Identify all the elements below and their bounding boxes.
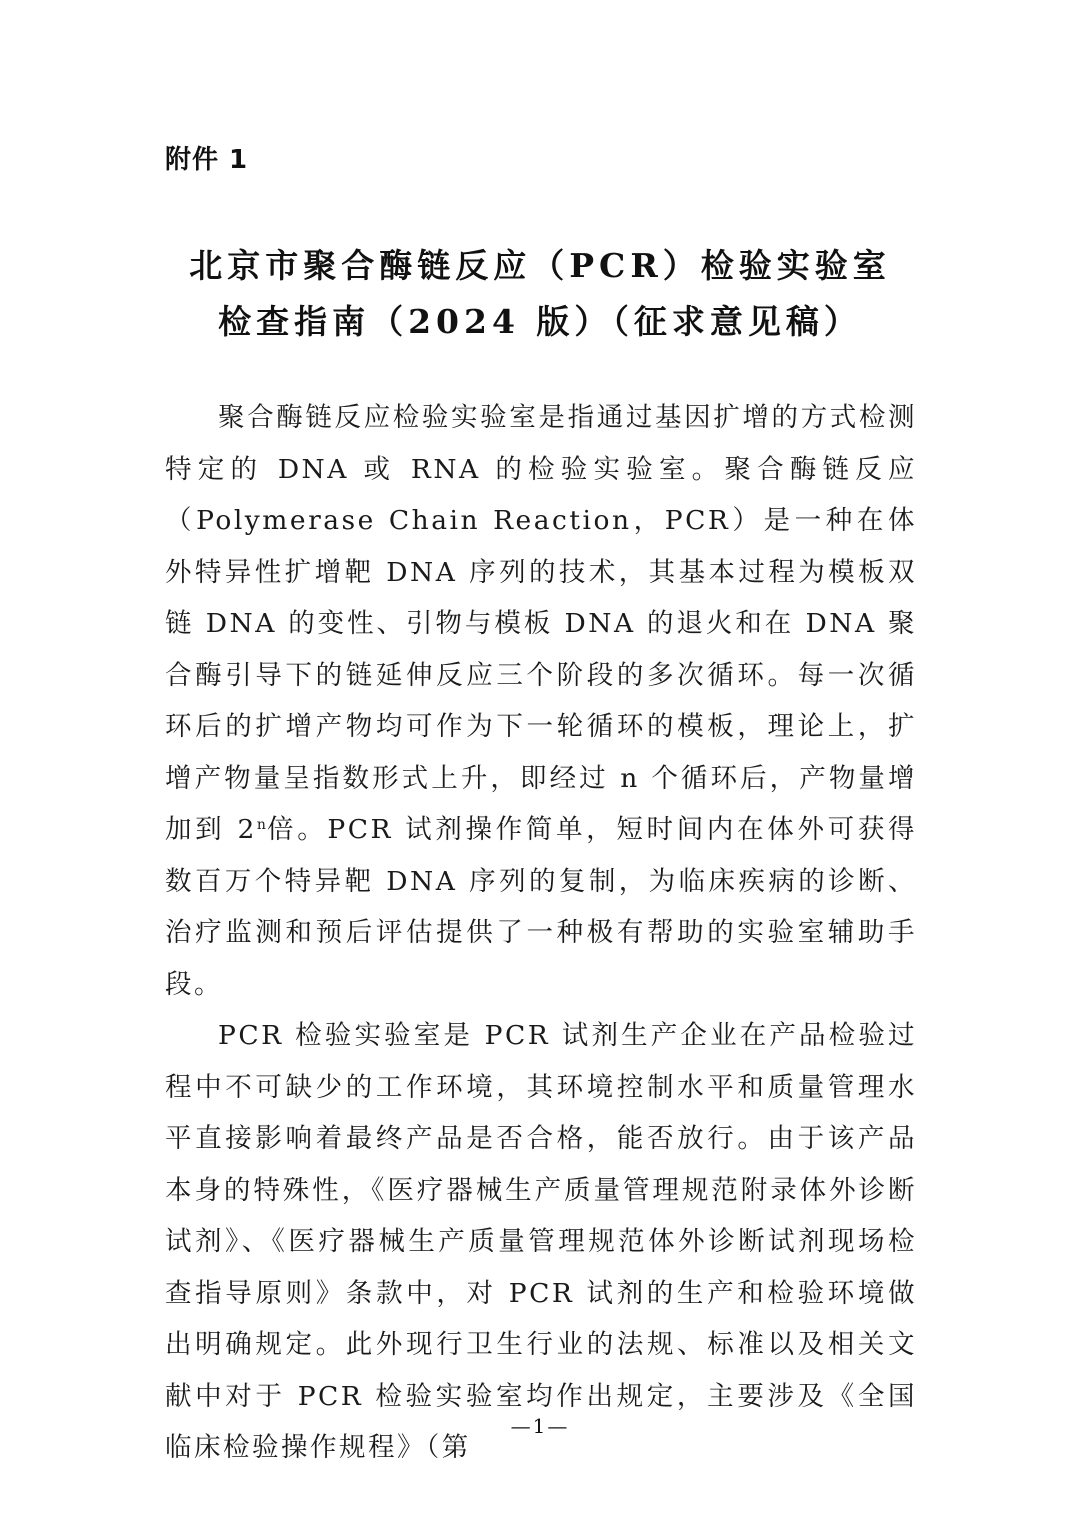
document-title — [150, 238, 930, 350]
title-line-1: 北京市聚合酶链反应（PCR）检验实验室 — [189, 246, 891, 285]
paragraph-1 — [165, 392, 917, 1010]
document-body — [165, 392, 917, 1474]
title-line-2: 检查指南（2024 版）（征求意见稿） — [218, 302, 862, 341]
exponent-n: n — [256, 817, 266, 833]
paragraph-1-text: 聚合酶链反应检验实验室是指通过基因扩增的方式检测特定的 DNA 或 RNA 的检验实验室。聚合酶链反应（Polymerase Chain Reaction，PCR）是一种在体外特异性扩增靶 DNA 序列的技术，其基本过程为模板双链 DNA 的变性、引物与模板 DNA 的退火和在 DNA 聚合酶引导下的链延伸反应三个阶段的多次循环。每一次循环后的扩增产物均可作为下一轮循环的模板，理论上，扩增产物量呈指数形式上升，即经过 n 个循环后，产物量增加到 2 — [165, 402, 917, 845]
page-number: —1— — [510, 1414, 570, 1438]
paragraph-2: PCR 检验实验室是 PCR 试剂生产企业在产品检验过程中不可缺少的工作环境，其环境控制水平和质量管理水平直接影响着最终产品是否合格，能否放行。由于该产品本身的特殊性，《医疗器械生产质量管理规范附录体外诊断试剂》、《医疗器械生产质量管理规范体外诊断试剂现场检查指导原则》条款中，对 PCR 试剂的生产和检验环境做出明确规定。此外现行卫生行业的法规、标准以及相关文献中对于 PCR 检验实验室均作出规定，主要涉及《全国临床检验操作规程》（第 — [165, 1020, 917, 1463]
paragraph-1-text-continued: 倍。PCR 试剂操作简单，短时间内在体外可获得数百万个特异靶 DNA 序列的复制，为临床疾病的诊断、治疗监测和预后评估提供了一种极有帮助的实验室辅助手段。 — [165, 814, 917, 1000]
attachment-label: 附件 1 — [165, 145, 249, 175]
